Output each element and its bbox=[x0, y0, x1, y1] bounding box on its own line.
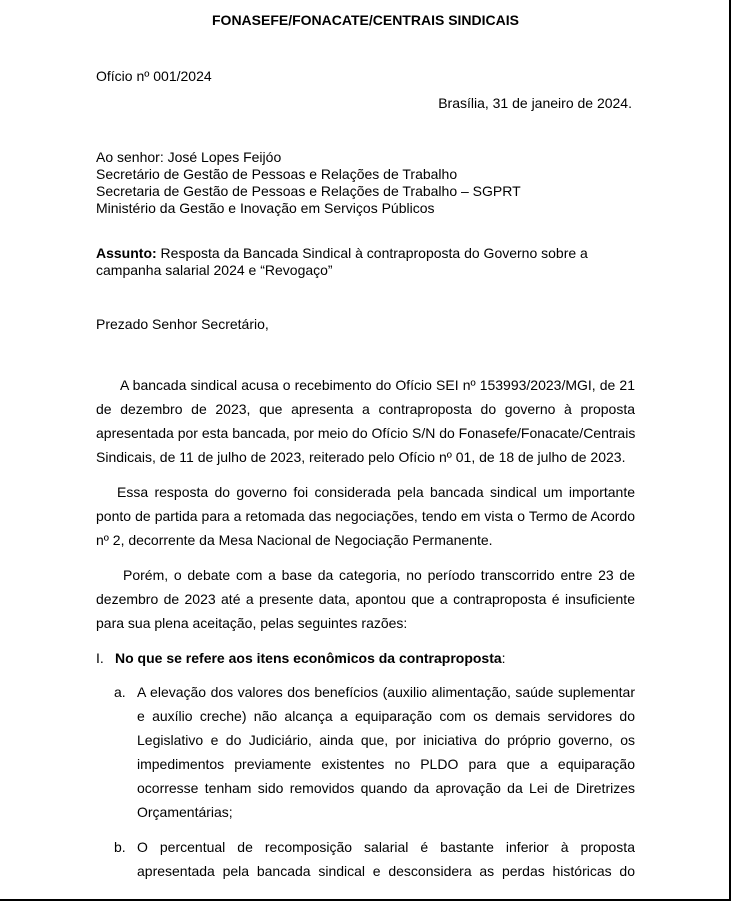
salutation: Prezado Senhor Secretário, bbox=[96, 316, 269, 332]
paragraph-line: de dezembro de 2023, que apresenta a contraproposta do governo à proposta bbox=[96, 401, 635, 417]
addressee-line: Ministério da Gestão e Inovação em Serviços Públicos bbox=[96, 200, 435, 216]
section-title-line bbox=[115, 650, 506, 666]
addressee-line: Secretário de Gestão de Pessoas e Relações de Trabalho bbox=[96, 166, 458, 182]
item-line: Legislativo e do Judiciário, ainda que, por iniciativa do próprio governo, os bbox=[137, 732, 635, 748]
item-line: O percentual de recomposição salarial é bastante inferior à proposta bbox=[137, 839, 635, 855]
item-line: ocorresse tenham sido removidos quando da aprovação da Lei de Diretrizes bbox=[137, 780, 635, 796]
subject-label: Assunto: bbox=[96, 245, 157, 261]
section-suffix: : bbox=[501, 650, 506, 666]
paragraph-line: ponto de partida para a retomada das negociações, tendo em vista o Termo de Acordo bbox=[96, 508, 635, 524]
place-date: Brasília, 31 de janeiro de 2024. bbox=[438, 95, 632, 111]
item-line: A elevação dos valores dos benefícios (auxilio alimentação, saúde suplementar bbox=[137, 684, 635, 700]
section-marker: I. bbox=[96, 650, 104, 666]
item-marker: a. bbox=[114, 684, 126, 700]
item-line: impedimentos previamente existentes no PLDO para que a equiparação bbox=[137, 756, 635, 772]
office-number: Ofício nº 001/2024 bbox=[96, 68, 212, 84]
item-line: Orçamentárias; bbox=[137, 804, 233, 820]
paragraph-line: Essa resposta do governo foi considerada pela bancada sindical um importante bbox=[117, 484, 635, 500]
paragraph-line: para sua plena aceitação, pelas seguintes razões: bbox=[96, 615, 408, 631]
subject-line bbox=[96, 245, 588, 262]
paragraph-line: Sindicais, de 11 de julho de 2023, reiterado pelo Ofício nº 01, de 18 de julho de 2023. bbox=[96, 449, 626, 465]
item-marker: b. bbox=[114, 839, 126, 855]
paragraph-line: dezembro de 2023 até a presente data, apontou que a contraproposta é insuficiente bbox=[96, 591, 635, 607]
item-line: apresentada pela bancada sindical e desconsidera as perdas históricas do bbox=[137, 863, 635, 879]
paragraph-line: Porém, o debate com a base da categoria, no período transcorrido entre 23 de bbox=[123, 567, 635, 583]
subject-line: campanha salarial 2024 e “Revogaço” bbox=[96, 262, 333, 278]
paragraph-line: A bancada sindical acusa o recebimento do Ofício SEI nº 153993/2023/MGI, de 21 bbox=[120, 377, 635, 393]
paragraph-line: nº 2, decorrente da Mesa Nacional de Negociação Permanente. bbox=[96, 532, 493, 548]
item-line: e auxílio creche) não alcança a equiparação com os demais servidores do bbox=[137, 708, 635, 724]
letterhead: FONASEFE/FONACATE/CENTRAIS SINDICAIS bbox=[212, 12, 519, 28]
subject-text: Resposta da Bancada Sindical à contraproposta do Governo sobre a bbox=[156, 245, 588, 261]
section-title: No que se refere aos itens econômicos da contraproposta bbox=[115, 650, 502, 666]
addressee-line: Secretaria de Gestão de Pessoas e Relações de Trabalho – SGPRT bbox=[96, 183, 521, 199]
paragraph-line: apresentada por esta bancada, por meio do Ofício S/N do Fonasefe/Fonacate/Centrais bbox=[96, 425, 635, 441]
addressee-line: Ao senhor: José Lopes Feijóo bbox=[96, 149, 282, 165]
